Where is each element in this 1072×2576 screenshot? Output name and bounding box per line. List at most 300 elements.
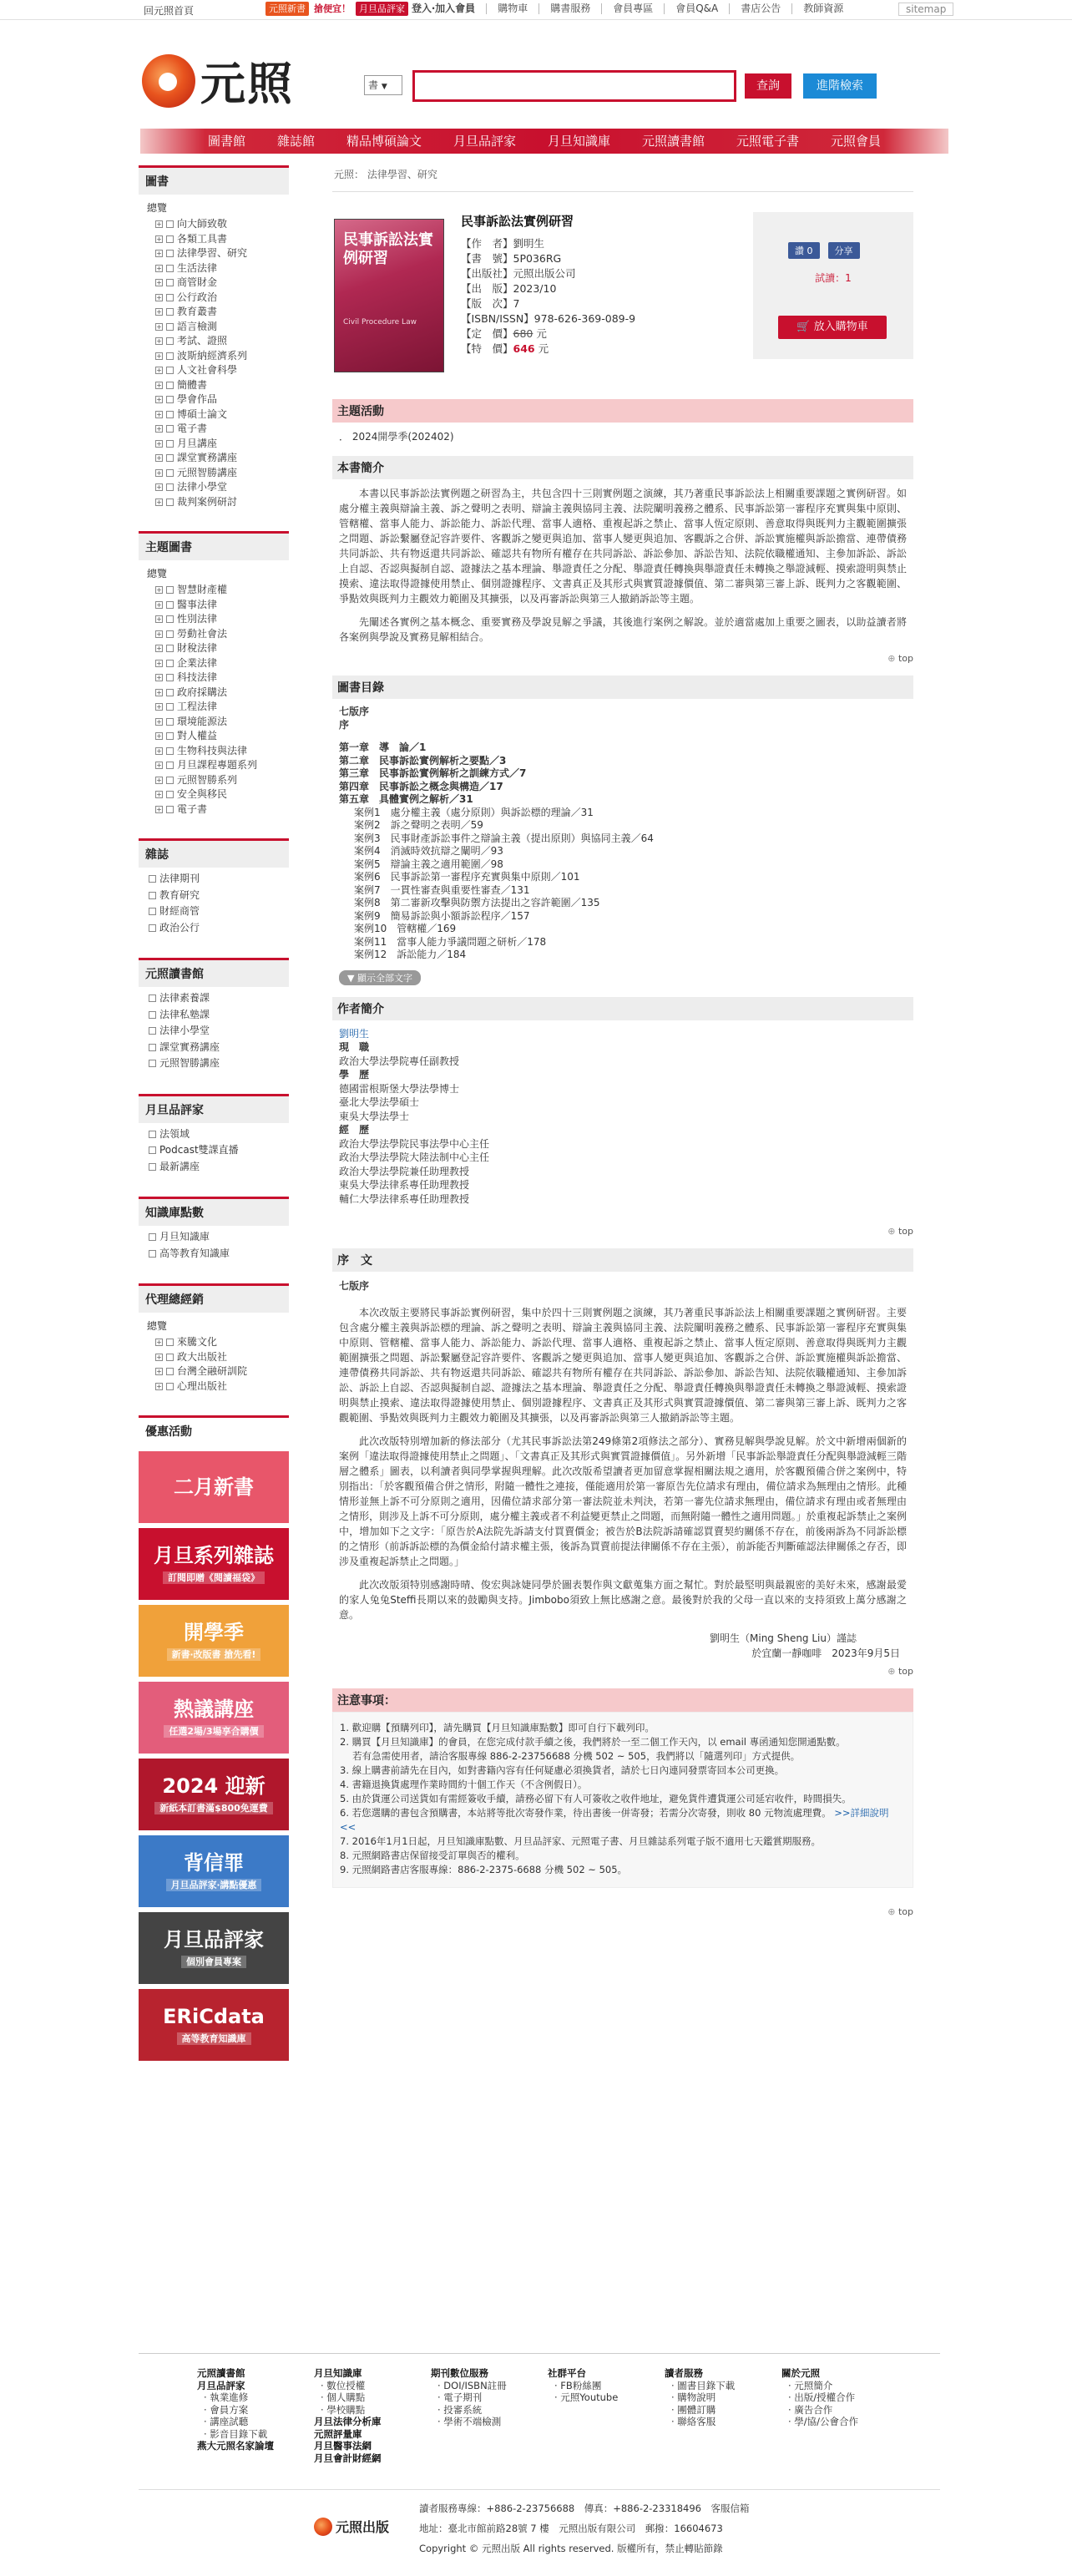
sidebar-item[interactable]: [144, 773, 289, 788]
sidebar-item[interactable]: [144, 1364, 289, 1379]
author-line: 政治大學法學院兼任助理教授: [339, 1165, 470, 1177]
sidebar-item[interactable]: [144, 1246, 289, 1263]
expand-plus-icon[interactable]: +: [156, 454, 162, 463]
sidebar-item[interactable]: [144, 700, 289, 715]
toc-line: 案例10 管轄權／169: [354, 923, 457, 934]
expand-plus-icon[interactable]: +: [156, 630, 162, 638]
search-type-select[interactable]: [364, 75, 402, 95]
sidebar-item-label: Podcast雙課直播: [159, 1144, 239, 1156]
expand-plus-icon[interactable]: +: [156, 1382, 162, 1390]
chevron-down-icon: ▼: [381, 83, 387, 91]
sidebar-books: [139, 165, 289, 521]
expand-plus-icon[interactable]: +: [156, 1368, 162, 1376]
expand-plus-icon[interactable]: +: [156, 762, 162, 770]
sidebar-agent-root[interactable]: 總覽: [147, 1320, 168, 1332]
expand-plus-icon[interactable]: +: [156, 717, 162, 726]
promo-banner[interactable]: [139, 1759, 289, 1830]
folder-checkbox-icon: [166, 220, 174, 228]
share-box: [753, 212, 913, 359]
footer-link[interactable]: · 學/協/公會合作: [788, 2416, 859, 2427]
expand-plus-icon[interactable]: +: [156, 746, 162, 755]
footer-link[interactable]: · 圖書目錄下載: [671, 2379, 736, 2391]
folder-checkbox-icon: [166, 1354, 174, 1361]
sidebar-books-root[interactable]: 總覽: [147, 202, 168, 214]
sidebar-item-label: 心理出版社: [177, 1379, 228, 1392]
sidebar-item[interactable]: [144, 1007, 289, 1024]
expand-plus-icon[interactable]: +: [156, 425, 162, 433]
folder-checkbox-icon: [166, 630, 174, 638]
activity-item[interactable]: ． 2024開學季(202402): [339, 431, 454, 443]
footer-column: [781, 2367, 898, 2464]
sidebar-item[interactable]: [144, 495, 289, 510]
expand-plus-icon[interactable]: +: [156, 381, 162, 389]
sidebar-readhall: [139, 958, 289, 1084]
sidebar-item[interactable]: [144, 1379, 289, 1394]
sidebar-item[interactable]: [144, 686, 289, 701]
expand-plus-icon[interactable]: +: [156, 322, 162, 331]
sidebar-item-label: 學會作品: [177, 393, 218, 405]
folder-checkbox-icon: [166, 1368, 174, 1375]
footer-link[interactable]: 月旦品評家: [197, 2379, 245, 2391]
sidebar-kb-list: [139, 1226, 289, 1273]
sidebar-item-label: 各類工具書: [177, 232, 228, 245]
sidebar-agent: [139, 1283, 289, 1405]
sidebar-kb: [139, 1197, 289, 1273]
folder-checkbox-icon: [166, 718, 174, 726]
sidebar-item[interactable]: [144, 903, 289, 920]
book-publisher: 【出版社】元照出版公司: [461, 267, 576, 280]
notice-body: [332, 1712, 913, 1888]
nav-review[interactable]: 月旦品評家: [453, 134, 516, 149]
sidebar-item[interactable]: [144, 363, 289, 378]
member-area-link[interactable]: 會員專區: [601, 3, 664, 14]
sidebar-item[interactable]: [144, 291, 289, 306]
login-link[interactable]: 登入‧加入會員: [412, 3, 476, 14]
notice-detail-link[interactable]: >>詳細說明: [834, 1807, 889, 1819]
promo-banner-subtitle: 高等教育知識庫: [177, 2032, 251, 2045]
promo-banner-subtitle: 新書‧改版書 搶先看!: [167, 1648, 261, 1661]
sidebar-item[interactable]: [144, 451, 289, 466]
expand-plus-icon[interactable]: +: [156, 1353, 162, 1361]
promo-banner[interactable]: [139, 1528, 289, 1600]
book-code: 【書 號】5P036RG: [461, 252, 562, 265]
trial-read-link[interactable]: 試讀：1: [815, 272, 852, 284]
sidebar-item[interactable]: [144, 392, 289, 407]
sidebar-item-label: 安全與移民: [177, 788, 228, 800]
sidebar-item-label: 教育研究: [159, 888, 200, 901]
sidebar-item[interactable]: [144, 422, 289, 437]
footer-link[interactable]: · 投審系統: [437, 2403, 483, 2416]
sidebar-theme-list: [139, 560, 289, 828]
footer-logo-icon: [314, 2518, 332, 2536]
sidebar-item-label: 勞動社會法: [177, 627, 228, 640]
sidebar-theme-title: 主題圖書: [139, 531, 289, 560]
book-cover[interactable]: [334, 219, 444, 372]
sidebar-item[interactable]: [144, 871, 289, 888]
bullet-box-icon: [149, 1233, 156, 1241]
add-to-cart-button[interactable]: [778, 316, 887, 339]
expand-plus-icon[interactable]: +: [156, 688, 162, 696]
expand-plus-icon[interactable]: +: [156, 645, 162, 653]
sidebar-item[interactable]: [144, 320, 289, 335]
search-button[interactable]: 查詢: [745, 73, 791, 99]
promo-banner-title: ERiCdata: [163, 2005, 265, 2028]
sidebar-item-label: 課堂實務講座: [177, 452, 238, 463]
footer-link[interactable]: 月旦醫事法網: [314, 2440, 372, 2452]
top-links: [401, 3, 854, 14]
sidebar-item[interactable]: [144, 671, 289, 686]
footer-link[interactable]: · 廣告合作: [788, 2403, 833, 2416]
expand-plus-icon[interactable]: +: [156, 659, 162, 667]
sidebar-item-label: 來騰文化: [177, 1336, 218, 1348]
expand-plus-icon[interactable]: +: [156, 791, 162, 799]
footer-link[interactable]: 社群平台: [548, 2367, 586, 2379]
sidebar-item[interactable]: [144, 656, 289, 671]
sidebar-item[interactable]: [144, 1159, 289, 1176]
folder-checkbox-icon: [166, 762, 174, 769]
sidebar-item[interactable]: [144, 1040, 289, 1056]
sidebar-item[interactable]: [144, 802, 289, 817]
sidebar-item[interactable]: [144, 305, 289, 320]
sidebar-item[interactable]: [144, 758, 289, 773]
book-details: [461, 212, 635, 357]
expand-plus-icon[interactable]: +: [156, 352, 162, 360]
folder-checkbox-icon: [166, 308, 174, 316]
promo-badge-new[interactable]: 元照新書: [265, 2, 309, 16]
author-line: 政治大學法學院大陸法制中心主任: [339, 1151, 490, 1163]
promo-banner[interactable]: [139, 1989, 289, 2061]
sidebar-item[interactable]: [144, 334, 289, 349]
footer-link[interactable]: 期刊數位服務: [431, 2367, 488, 2379]
intro-body: [332, 479, 913, 645]
sidebar-item-label: 元照智勝講座: [177, 466, 238, 478]
expand-plus-icon[interactable]: +: [156, 396, 162, 404]
promo-banner[interactable]: [139, 1682, 289, 1754]
sidebar-item[interactable]: [144, 1142, 289, 1159]
sidebar-theme-root[interactable]: 總覽: [147, 568, 168, 579]
footer-link[interactable]: · 數位授權: [321, 2379, 366, 2391]
advanced-search-button[interactable]: 進階檢索: [803, 73, 877, 99]
footer-link[interactable]: 月旦會計財經網: [314, 2452, 382, 2464]
back-to-top-link[interactable]: ⊕ top: [332, 1666, 913, 1677]
footer-link[interactable]: 月旦法律分析庫: [314, 2416, 382, 2427]
toc-line: 案例5 辯論主義之適用範圍／98: [354, 858, 503, 870]
footer-link[interactable]: · 元照Youtube: [554, 2391, 619, 2403]
sidebar-item[interactable]: [144, 1055, 289, 1072]
sidebar-item[interactable]: [144, 261, 289, 276]
notice-back-link[interactable]: <<: [340, 1821, 356, 1833]
nav-ebook[interactable]: 元照電子書: [736, 134, 800, 149]
expand-plus-icon[interactable]: +: [156, 498, 162, 506]
list-price-value: 680: [513, 327, 533, 340]
cart-link[interactable]: 購物車: [486, 3, 539, 14]
footer-link[interactable]: · 學校購點: [321, 2403, 366, 2416]
folder-checkbox-icon: [166, 483, 174, 491]
promo-banner[interactable]: [139, 1605, 289, 1677]
sidebar-item[interactable]: [144, 627, 289, 642]
back-to-top-link[interactable]: ⊕ top: [332, 653, 913, 664]
expand-plus-icon[interactable]: +: [156, 776, 162, 784]
teacher-resources-link[interactable]: 教師資源: [791, 3, 854, 14]
expand-plus-icon[interactable]: +: [156, 483, 162, 492]
footer-column: [431, 2367, 548, 2464]
sidebar-item-label: 月旦知識庫: [159, 1231, 210, 1242]
expand-plus-icon[interactable]: +: [156, 235, 162, 243]
sidebar-item-label: 政大出版社: [177, 1350, 228, 1363]
footer-contact: 讀者服務專線：+886-2-23756688 傳真：+886-2-23318496 客服信箱: [419, 2503, 750, 2514]
promo-banner-title: 月旦品評家: [164, 1928, 264, 1951]
home-link[interactable]: 回元照首頁: [144, 5, 195, 17]
sitemap-link[interactable]: sitemap: [898, 3, 953, 16]
store-notice-link[interactable]: 書店公告: [729, 3, 791, 14]
nav-magazine[interactable]: 雜誌館: [276, 134, 315, 149]
nav-member[interactable]: 元照會員: [831, 134, 882, 149]
expand-plus-icon[interactable]: +: [156, 674, 162, 682]
preface-paragraph: 此次改版須特別感謝時晴、俊宏與詠婕同學於圖表製作與文獻蒐集方面之幫忙。對於最堅明與最親密的美好未來，感謝最愛的家人兔兔Steffi長期以來的鼓勵與支持。Jimbobo須致上無比感謝之意。最後對於我的父母一直以來的支持須致上萬分感謝之意。: [339, 1579, 907, 1621]
sidebar-item[interactable]: [144, 1023, 289, 1040]
cover-subtitle: Civil Procedure Law: [343, 318, 417, 326]
expand-plus-icon[interactable]: +: [156, 586, 162, 595]
toc-line: 案例6 民事訴訟第一審程序充實與集中原則／101: [354, 871, 580, 883]
member-qa-link[interactable]: 會員Q&A: [664, 3, 729, 14]
preface-body: [332, 1272, 913, 1661]
sidebar-item[interactable]: [144, 583, 289, 598]
sidebar-item[interactable]: [144, 1126, 289, 1143]
nav-knowledge-base[interactable]: 月旦知識庫: [548, 134, 611, 149]
footer-link[interactable]: 元照讀書館: [197, 2367, 245, 2379]
footer-link[interactable]: · 出版/授權合作: [788, 2391, 856, 2403]
sidebar-item[interactable]: [144, 598, 289, 613]
footer-link[interactable]: · 團體訂購: [671, 2403, 716, 2416]
book-date: 【出 版】2023/10: [461, 282, 557, 295]
expand-plus-icon[interactable]: +: [156, 367, 162, 375]
expand-plus-icon[interactable]: +: [156, 1339, 162, 1347]
notice-line-text: 6. 若您選購的書包含預購書，本站將等批次寄發作業，待出書後一併寄發；若需分次寄發，則收 80 元物流處理費。: [340, 1807, 832, 1819]
footer-link[interactable]: 關於元照: [781, 2367, 820, 2379]
expand-plus-icon[interactable]: +: [156, 250, 162, 258]
list-price-label: 【定 價】: [461, 327, 513, 340]
intro-section-title: 本書簡介: [332, 456, 913, 479]
fb-share-button[interactable]: 分享: [828, 242, 860, 259]
fb-like-button[interactable]: 讚 0: [788, 242, 820, 259]
promo-banner[interactable]: [139, 1451, 289, 1523]
sidebar-item[interactable]: [144, 1350, 289, 1365]
sidebar-item[interactable]: [144, 920, 289, 937]
search-input[interactable]: [412, 70, 736, 102]
nav-library[interactable]: 圖書館: [207, 134, 245, 149]
sidebar-item-label: 高等教育知識庫: [159, 1247, 230, 1259]
folder-checkbox-icon: [166, 250, 174, 257]
expand-plus-icon[interactable]: +: [156, 600, 162, 609]
folder-checkbox-icon: [166, 615, 174, 623]
author-line[interactable]: 劉明生: [339, 1027, 370, 1040]
bullet-box-icon: [149, 875, 156, 883]
sidebar-promo-title: 優惠活動: [139, 1415, 289, 1445]
product-info: [332, 212, 913, 387]
sidebar-item-label: 企業法律: [177, 656, 218, 669]
sidebar-agent-title: 代理總經銷: [139, 1283, 289, 1313]
footer-link[interactable]: · 執業進修: [204, 2391, 249, 2403]
main-content: [332, 164, 913, 1917]
sidebar-item[interactable]: [144, 641, 289, 656]
expand-plus-icon[interactable]: +: [156, 439, 162, 448]
folder-checkbox-icon: [166, 367, 174, 374]
footer-link[interactable]: · DOI/ISBN註冊: [437, 2379, 507, 2391]
sidebar-item[interactable]: [144, 729, 289, 744]
preface-subtitle: 七版序: [339, 1280, 370, 1292]
folder-checkbox-icon: [166, 337, 174, 345]
expand-plus-icon[interactable]: +: [156, 293, 162, 301]
expand-plus-icon[interactable]: +: [156, 805, 162, 813]
folder-checkbox-icon: [166, 732, 174, 740]
footer-link[interactable]: · 電子期刊: [437, 2391, 483, 2403]
back-to-top-link[interactable]: ⊕ top: [332, 1226, 913, 1237]
sidebar-item-label: 博碩士論文: [177, 407, 228, 420]
sidebar-item[interactable]: [144, 1335, 289, 1350]
sidebar-item-label: 商管財金: [177, 276, 218, 288]
bullet-box-icon: [149, 1044, 156, 1051]
footer-link[interactable]: · FB粉絲團: [554, 2379, 602, 2391]
breadcrumb[interactable]: 元照： 法律學習、研究: [332, 164, 913, 192]
purchase-service-link[interactable]: 購書服務: [539, 3, 601, 14]
expand-plus-icon[interactable]: +: [156, 220, 162, 229]
footer-link[interactable]: 月旦知識庫: [314, 2367, 362, 2379]
book-list-price: [461, 326, 635, 342]
folder-checkbox-icon: [166, 396, 174, 403]
sidebar-theme: [139, 531, 289, 828]
footer-link[interactable]: 元照評量庫: [314, 2427, 362, 2440]
author-line: 政治大學法學院民事法學中心主任: [339, 1137, 490, 1150]
back-to-top-link[interactable]: ⊕ top: [332, 1906, 913, 1917]
folder-checkbox-icon: [166, 440, 174, 448]
preface-date: 於宜蘭一靜咖啡 2023年9月5日: [751, 1647, 900, 1659]
footer-link[interactable]: · 影音目錄下載: [204, 2427, 268, 2440]
preface-paragraph: 本次改版主要將民事訴訟實例研習，集中於四十三則實例題之演練，其乃著重民事訴訟法上相關重要課題之實例研習。主要包含處分權主義與訴訟標的理論、訴之聲明之表明、辯論主義與協同主義、法院闡明義務之體系、民事訴訟第一審程序充實與集中原則、管轄權、當事人能力、訴訟能力、訴訟代理、當事人適格、重複起訴之禁止、當事人恆定原則、善意取得與既判力主觀範圍擴張之問題、訴訟繫屬登記容許要件、客觀訴之變更與追加、當事人變更與追加、客觀訴之合併、訴訟實施權與訴訟擔當、連帶債務共同訴訟、共有物返還共同訴訟、確認共有物所有權存在共同訴訟、訴訟參加、訴訟告知、法院依職權通知、主參加訴訟、訴訟上自認、否認與擬制自認、證據法之基本理論、舉證責任之分配、舉證責任轉換與舉證責任未轉換之舉證減輕、摸索證明與禁止摸索、違法取得證據使用禁止、個別證據程序、文書真正及其形式與實質證據價值、第二審與第三審上訴、既判力之客觀範圍、爭點效與既判力主觀效力範圍及其擴張，以及再審訴訟與第三人撤銷訴訟等主題。: [339, 1307, 907, 1424]
folder-checkbox-icon: [166, 747, 174, 755]
nav-theses[interactable]: 精品博碩論文: [346, 134, 422, 149]
promo-banner[interactable]: [139, 1912, 289, 1984]
expand-plus-icon[interactable]: +: [156, 264, 162, 272]
sidebar-item[interactable]: [144, 246, 289, 261]
logo-icon: [142, 54, 195, 108]
special-price-label: 【特 價】: [461, 342, 513, 355]
sidebar-item[interactable]: [144, 480, 289, 495]
site-logo[interactable]: [142, 48, 294, 113]
folder-checkbox-icon: [166, 469, 174, 477]
sidebar-item[interactable]: [144, 437, 289, 452]
special-price-unit: 元: [538, 342, 549, 355]
sidebar-item[interactable]: [144, 990, 289, 1007]
sidebar-magazine-title: 雜誌: [139, 838, 289, 868]
sidebar-promo: [139, 1415, 289, 2061]
preface-paragraph: 此次改版特別增加新的修法部分（尤其民事訴訟法第249條第2項修法之部分）、實務見解與學說見解。於文中新增兩個新的案例「違法取得證據使用禁止之問題」、「文書真正及其形式與實質證據價值」。另外新增「民事訴訟舉證責任分配與舉證減輕三階層之體系」圖表，以利讀者與同學掌握與理解。此次改版希望讀者更加留意掌握相關法規之適用，於客觀預備合併之案例中，特別指出：「於客觀預備合併之情形，附隨一體性之連接，僅能適用於第一審原告先位請求有理由，備位請求為無理由之情形。此種情形並無上訴不可分原則之適用，因備位請求部分第一審法院並未判決，若第一審先位請求無理由，備位請求有理由或者無理由之情形，則涉及上訴不可分原則，處分權主義或者不利益變更禁止之問題，而無附隨一體性之適用問題。」於重複起訴禁止之案例中，增加如下之文字：「原告於A法院先訴請支付買賣價金；被告於B法院訴請確認買賣契約關係不存在，前後兩訴為不同訴訟標的之情形（前訴訴訟標的為價金給付請求權主張，後訴為買賣前提法律關係不存在主張），前訴能否判斷確認法律關係之存否，即涉及重複起訴禁止之問題。」: [339, 1435, 907, 1567]
sidebar-item[interactable]: [144, 888, 289, 904]
expand-plus-icon[interactable]: +: [156, 337, 162, 346]
footer-link[interactable]: · 學術不端檢測: [437, 2416, 502, 2427]
folder-checkbox-icon: [166, 791, 174, 798]
expand-plus-icon[interactable]: +: [156, 410, 162, 418]
footer-logo: [314, 2517, 389, 2536]
sidebar-item[interactable]: [144, 612, 289, 627]
expand-plus-icon[interactable]: +: [156, 468, 162, 477]
footer-link[interactable]: · 購物說明: [671, 2391, 716, 2403]
sidebar-item-label: 元照智勝系列: [177, 773, 238, 786]
nav-readhall[interactable]: 元照讀書館: [642, 134, 705, 149]
expand-plus-icon[interactable]: +: [156, 279, 162, 287]
folder-checkbox-icon: [166, 689, 174, 696]
sidebar-item[interactable]: [144, 466, 289, 481]
book-title: 民事訴訟法實例研習: [461, 214, 574, 229]
promo-badge-sale[interactable]: 搶便宜！: [311, 2, 354, 16]
footer-link[interactable]: · 聯絡客服: [671, 2416, 716, 2427]
folder-checkbox-icon: [166, 1339, 174, 1346]
expand-plus-icon[interactable]: +: [156, 703, 162, 711]
sidebar-item[interactable]: [144, 1229, 289, 1246]
bullet-box-icon: [149, 994, 156, 1002]
promo-badge-review[interactable]: 月旦品評家: [356, 2, 408, 16]
sidebar-readhall-list: [139, 987, 289, 1084]
sidebar-item[interactable]: [144, 276, 289, 291]
show-all-button[interactable]: ▼ 顯示全部文字: [339, 970, 421, 985]
sidebar-item[interactable]: [144, 715, 289, 730]
sidebar-magazine-list: [139, 868, 289, 948]
sidebar-item[interactable]: [144, 217, 289, 232]
author-line: 經 歷: [339, 1124, 370, 1136]
promo-banners: [265, 2, 408, 16]
sidebar-item-label: 元照智勝講座: [159, 1057, 220, 1069]
expand-plus-icon[interactable]: +: [156, 615, 162, 624]
promo-banner-title: 熱議講座: [174, 1698, 254, 1721]
sidebar-item[interactable]: [144, 407, 289, 423]
footer-columns: [139, 2367, 940, 2464]
toc-line: 案例2 訴之聲明之表明／59: [354, 819, 483, 831]
notice-line: 7. 2016年1月1日起，月旦知識庫點數、月旦品評家、元照電子書、月旦雜誌系列電子版不適用七天鑑賞期服務。: [340, 1835, 822, 1847]
sidebar-item[interactable]: [144, 232, 289, 247]
folder-checkbox-icon: [166, 703, 174, 711]
book-edition: 【版 次】7: [461, 297, 520, 310]
promo-banner[interactable]: [139, 1835, 289, 1907]
sidebar-item-label: 法律小學堂: [159, 1025, 210, 1036]
author-line: 政治大學法學院專任副教授: [339, 1055, 460, 1067]
header: [0, 20, 1072, 120]
footer-link[interactable]: 讀者服務: [665, 2367, 703, 2379]
footer-link[interactable]: 燕大元照名家論壇: [197, 2440, 274, 2452]
footer-link[interactable]: · 元照簡介: [788, 2379, 833, 2391]
promo-banner-title: 月旦系列雜誌: [154, 1544, 274, 1567]
bullet-box-icon: [149, 1163, 156, 1171]
footer-link[interactable]: · 講座試聽: [204, 2416, 249, 2427]
author-line: 德國雷根斯堡大學法學博士: [339, 1082, 460, 1095]
logo-text: 元照: [200, 57, 294, 110]
footer-link[interactable]: · 個人購點: [321, 2391, 366, 2403]
footer-column: [665, 2367, 781, 2464]
footer-link[interactable]: · 會員方案: [204, 2403, 249, 2416]
top-bar: [0, 0, 1072, 20]
sidebar-item[interactable]: [144, 349, 289, 364]
list-price-unit: 元: [536, 327, 547, 340]
bullet-box-icon: [149, 924, 156, 932]
toc-body: [332, 699, 913, 962]
sidebar-item[interactable]: [144, 787, 289, 802]
cover-title: 民事訴訟法實例研習: [343, 231, 433, 267]
sidebar-item[interactable]: [144, 744, 289, 759]
footer-bottom: [139, 2489, 940, 2576]
expand-plus-icon[interactable]: +: [156, 732, 162, 741]
promo-banner-subtitle: 個別會員專案: [181, 1956, 246, 1968]
sidebar-item[interactable]: [144, 378, 289, 393]
expand-plus-icon[interactable]: +: [156, 308, 162, 316]
book-isbn: 【ISBN/ISSN】978-626-369-089-9: [461, 312, 636, 325]
